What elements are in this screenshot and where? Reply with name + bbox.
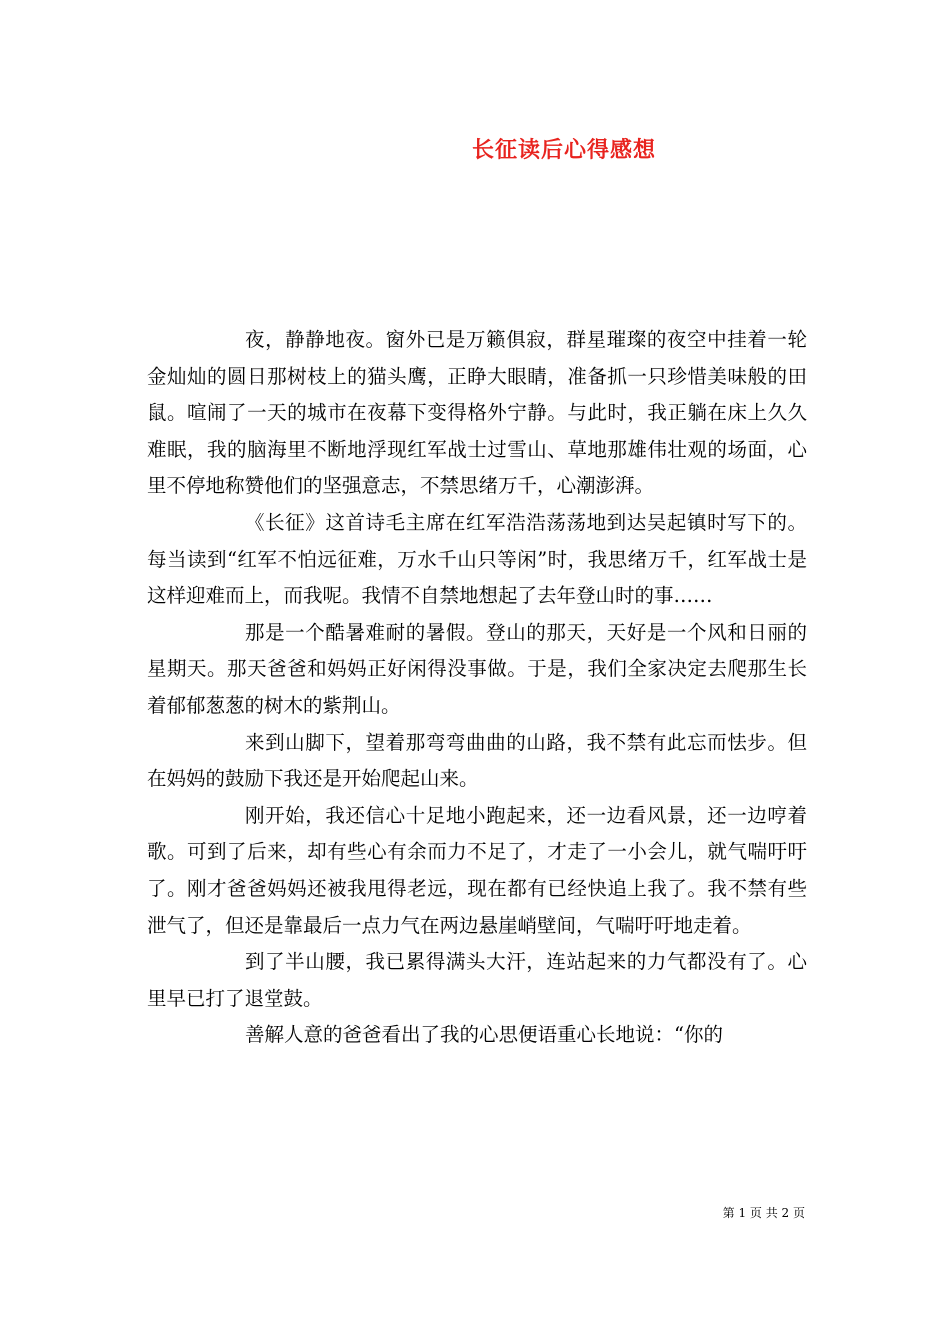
paragraph: 到了半山腰，我已累得满头大汗，连站起来的力气都没有了。心里早已打了退堂鼓。 <box>147 950 807 1010</box>
document-title: 长征读后心得感想 <box>471 137 656 163</box>
page-number-footer: 第 1 页 共 2 页 <box>722 1206 805 1220</box>
document-body <box>147 322 807 1054</box>
paragraph: 那是一个酷暑难耐的暑假。登山的那天，天好是一个风和日丽的星期天。那天爸爸和妈妈正好闲得没事做。于是，我们全家决定去爬那生长着郁郁葱葱的树木的紫荆山。 <box>147 620 807 717</box>
paragraph: 《长征》这首诗毛主席在红军浩浩荡荡地到达吴起镇时写下的。每当读到“红军不怕远征难，万水千山只等闲”时，我思绪万千，红军战士是这样迎难而上，而我呢。我情不自禁地想起了去年登山时的事…… <box>147 510 807 608</box>
paragraph: 刚开始，我还信心十足地小跑起来，还一边看风景，还一边哼着歌。可到了后来，却有些心有余而力不足了，才走了一小会儿，就气喘吁吁了。刚才爸爸妈妈还被我甩得老远，现在都有已经快追上我了。我不禁有些泄气了，但还是靠最后一点力气在两边悬崖峭壁间，气喘吁吁地走着。 <box>147 803 807 937</box>
paragraph: 善解人意的爸爸看出了我的心思便语重心长地说：“你的 <box>245 1023 723 1047</box>
paragraph: 来到山脚下，望着那弯弯曲曲的山路，我不禁有此忘而怯步。但在妈妈的鼓励下我还是开始爬起山来。 <box>147 730 807 791</box>
paragraph: 夜，静静地夜。窗外已是万籁俱寂，群星璀璨的夜空中挂着一轮金灿灿的圆日那树枝上的猫头鹰，正睁大眼睛，准备抓一只珍惜美味般的田鼠。喧闹了一天的城市在夜幕下变得格外宁静。与此时，我正躺在床上久久难眠，我的脑海里不断地浮现红军战士过雪山、草地那雄伟壮观的场面，心里不停地称赞他们的坚强意志，不禁思绪万千，心潮澎湃。 <box>147 328 807 498</box>
